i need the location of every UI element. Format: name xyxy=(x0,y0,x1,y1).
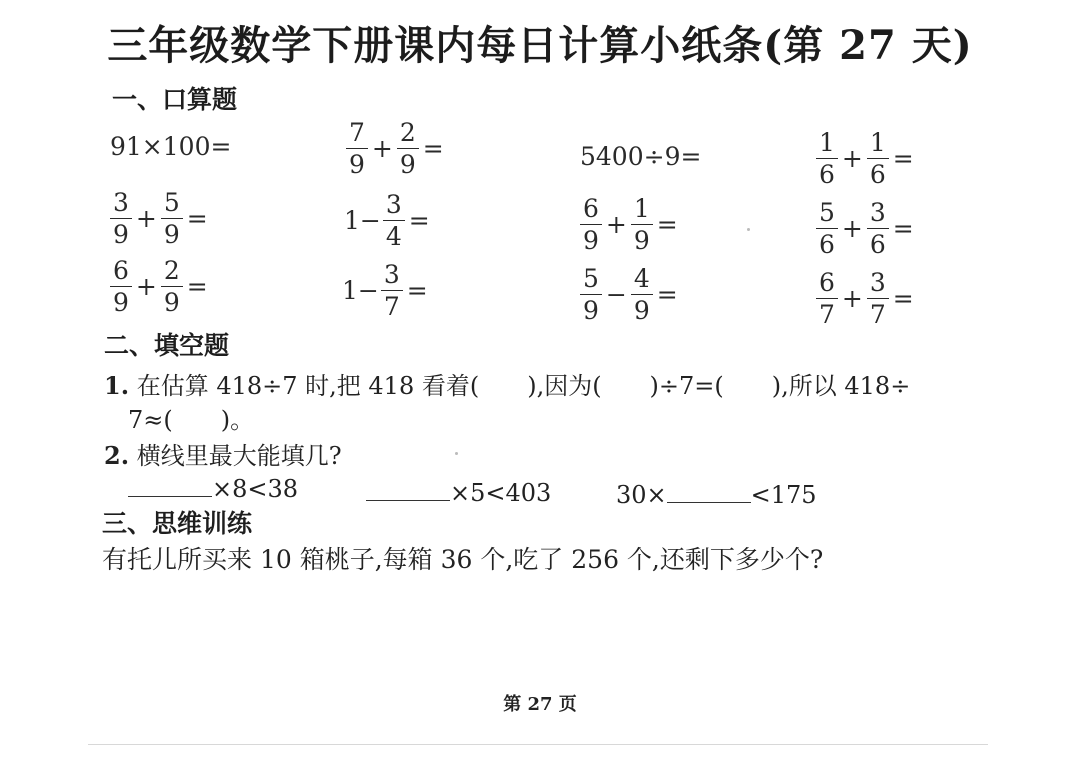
numerator: 3 xyxy=(381,262,403,291)
inequality-2 xyxy=(366,478,551,507)
problem-text: 91×100= xyxy=(110,132,232,161)
denominator: 6 xyxy=(869,160,886,189)
question-number: 2. xyxy=(104,441,130,470)
oral-problem-r3c1 xyxy=(108,258,210,315)
section-heading-fill: 二、填空题 xyxy=(104,331,230,360)
fraction xyxy=(161,258,183,315)
oral-problem-r1c3 xyxy=(580,142,701,171)
thinking-problem: 有托儿所买来 10 箱桃子,每箱 36 个,吃了 256 个,还剩下多少个? xyxy=(102,545,824,574)
equals-sign: = xyxy=(892,284,914,313)
fraction xyxy=(580,266,602,323)
denominator: 7 xyxy=(869,300,886,329)
operator: + xyxy=(135,272,157,301)
fraction xyxy=(867,200,889,257)
answer-blank[interactable] xyxy=(366,478,450,501)
numerator: 2 xyxy=(397,120,419,149)
equals-sign: = xyxy=(186,272,208,301)
operand-prefix: 1− xyxy=(344,206,381,235)
fill-question-1-line-1 xyxy=(104,366,910,401)
numerator: 5 xyxy=(161,190,183,219)
page-title: 三年级数学下册课内每日计算小纸条(第 27 天) xyxy=(107,22,973,69)
denominator: 9 xyxy=(583,226,599,255)
equals-sign: = xyxy=(408,206,430,235)
operator: − xyxy=(605,280,627,309)
numerator: 6 xyxy=(816,270,838,299)
fraction xyxy=(816,200,838,257)
denominator: 9 xyxy=(163,288,180,317)
fraction xyxy=(346,120,368,177)
inequality-text: ×8<38 xyxy=(212,475,299,503)
problem-text: 5400÷9= xyxy=(580,142,702,171)
numerator: 5 xyxy=(816,200,838,229)
inequality-text: ×5<403 xyxy=(450,479,552,507)
equals-sign: = xyxy=(892,214,914,243)
answer-blank[interactable] xyxy=(128,474,212,497)
question-text: 在估算 418÷7 时,把 418 看着( ),因为( )÷7=( ),所以 418÷ xyxy=(136,372,911,400)
denominator: 9 xyxy=(113,220,129,249)
denominator: 6 xyxy=(869,230,886,259)
operator: + xyxy=(135,204,157,233)
denominator: 9 xyxy=(399,150,416,179)
oral-problem-r1c1 xyxy=(110,132,231,161)
operator: + xyxy=(841,284,863,313)
equals-sign: = xyxy=(656,280,678,309)
scan-speck xyxy=(747,228,750,231)
equals-sign: = xyxy=(406,276,428,305)
fraction xyxy=(816,130,838,187)
fraction xyxy=(580,196,602,253)
fraction xyxy=(381,262,403,319)
page-number: 第 27 页 xyxy=(503,694,577,715)
denominator: 9 xyxy=(633,296,650,325)
denominator: 9 xyxy=(583,296,599,325)
denominator: 7 xyxy=(383,292,400,321)
oral-problem-r2c3 xyxy=(578,196,680,253)
oral-problem-r3c2 xyxy=(342,262,430,319)
fraction xyxy=(397,120,419,177)
answer-blank[interactable] xyxy=(667,480,751,503)
oral-problem-r1c4 xyxy=(814,130,916,187)
fill-question-1-line-2 xyxy=(128,400,254,435)
fill-question-2 xyxy=(104,436,342,471)
denominator: 9 xyxy=(163,220,180,249)
numerator: 3 xyxy=(383,192,405,221)
numerator: 1 xyxy=(631,196,653,225)
equals-sign: = xyxy=(422,134,444,163)
oral-problem-r1c2 xyxy=(344,120,446,177)
operator: + xyxy=(371,134,393,163)
inequality-3 xyxy=(616,480,817,509)
numerator: 2 xyxy=(161,258,183,287)
equals-sign: = xyxy=(656,210,678,239)
denominator: 9 xyxy=(113,288,129,317)
denominator: 9 xyxy=(349,150,365,179)
fraction xyxy=(110,190,132,247)
fraction xyxy=(816,270,838,327)
denominator: 4 xyxy=(385,222,402,251)
inequality-text: <175 xyxy=(750,481,817,509)
scan-edge-line xyxy=(88,744,988,745)
numerator: 3 xyxy=(867,200,889,229)
operand-prefix: 1− xyxy=(342,276,379,305)
numerator: 5 xyxy=(580,266,602,295)
section-heading-oral: 一、口算题 xyxy=(112,85,238,114)
operator: + xyxy=(605,210,627,239)
numerator: 1 xyxy=(816,130,838,159)
question-text: 横线里最大能填几? xyxy=(136,442,342,470)
fraction xyxy=(631,196,653,253)
scan-speck xyxy=(455,452,458,455)
question-text: 7≈( )。 xyxy=(128,406,255,434)
equals-sign: = xyxy=(186,204,208,233)
operator: + xyxy=(841,214,863,243)
denominator: 6 xyxy=(819,230,835,259)
denominator: 7 xyxy=(819,300,835,329)
fraction xyxy=(383,192,405,249)
oral-problem-r2c1 xyxy=(108,190,210,247)
numerator: 1 xyxy=(867,130,889,159)
oral-problem-r2c2 xyxy=(344,192,432,249)
fraction xyxy=(631,266,653,323)
numerator: 6 xyxy=(110,258,132,287)
inequality-1 xyxy=(128,474,298,503)
numerator: 7 xyxy=(346,120,368,149)
fraction xyxy=(161,190,183,247)
equals-sign: = xyxy=(892,144,914,173)
fraction xyxy=(867,130,889,187)
numerator: 3 xyxy=(110,190,132,219)
oral-problem-r3c4 xyxy=(814,270,916,327)
oral-problem-r3c3 xyxy=(578,266,680,323)
denominator: 6 xyxy=(819,160,835,189)
oral-problem-r2c4 xyxy=(814,200,916,257)
question-number: 1. xyxy=(104,371,130,400)
fraction xyxy=(110,258,132,315)
numerator: 6 xyxy=(580,196,602,225)
section-heading-thinking: 三、思维训练 xyxy=(102,509,253,538)
inequality-prefix: 30× xyxy=(616,481,667,509)
fraction xyxy=(867,270,889,327)
numerator: 4 xyxy=(631,266,653,295)
numerator: 3 xyxy=(867,270,889,299)
operator: + xyxy=(841,144,863,173)
denominator: 9 xyxy=(633,226,650,255)
